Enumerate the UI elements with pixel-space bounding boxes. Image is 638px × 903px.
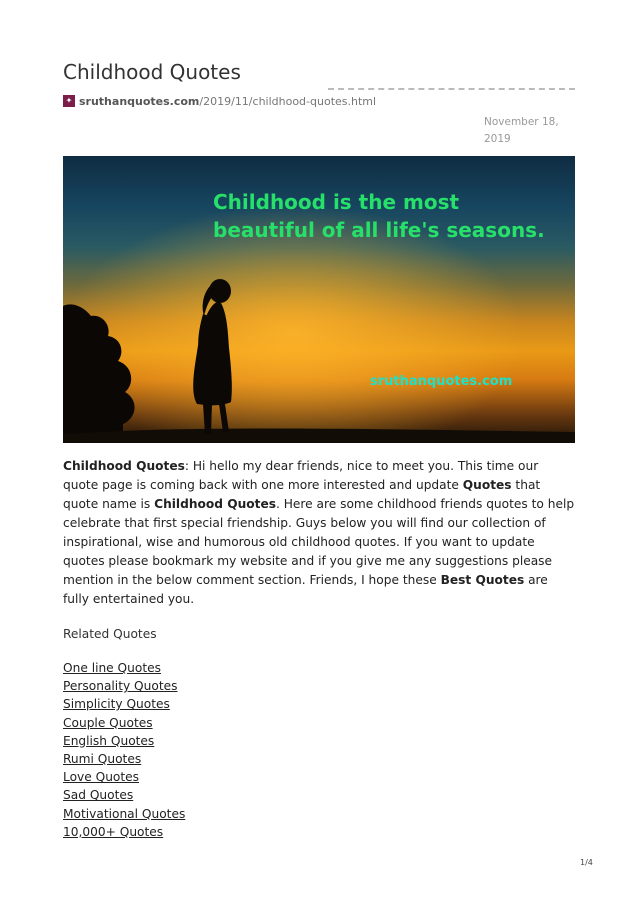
list-item [63,695,185,713]
source-path[interactable]: /2019/11/childhood-quotes.html [199,94,377,108]
related-link-personality[interactable]: Personality Quotes [63,679,178,694]
related-link-simplicity[interactable]: Simplicity Quotes [63,697,170,712]
list-item [63,677,185,695]
list-item [63,768,185,786]
article-text: . Here are some childhood friends quotes to help celebrate that first special friendship. Guys below you will find our collection of inspirational, wise and humorous old childhood quotes. If you want to update quotes please bookmark my website and if you give me any suggestions please mention in the below comment section. Friends, I hope these [63,497,575,587]
list-item [63,823,185,841]
article-keyword: Quotes [462,478,512,492]
list-item [63,805,185,823]
page-number: 1/4 [580,858,593,867]
list-item [63,732,185,750]
related-link-rumi[interactable]: Rumi Quotes [63,751,142,766]
related-link-english[interactable]: English Quotes [63,733,155,748]
related-link-motivational[interactable]: Motivational Quotes [63,806,186,821]
list-item [63,750,185,768]
list-item [63,786,185,804]
hero-image [63,156,575,443]
source-domain[interactable]: sruthanquotes.com [79,94,200,108]
publish-date [484,114,564,148]
article-text: : Hi hello my dear friends, nice to meet you. This time our quote page is coming back with one more interested and update [63,459,539,492]
hero-quote-line1: Childhood is the most [213,190,460,214]
hero-watermark: sruthanquotes.com [370,374,513,389]
header-divider [328,88,575,90]
related-link-couple[interactable]: Couple Quotes [63,715,153,730]
related-links [63,659,185,841]
publish-date-line2: 2019 [484,133,511,145]
related-link-love[interactable]: Love Quotes [63,770,140,785]
source-url[interactable] [63,93,575,109]
hero-quote [213,188,553,244]
article-text: are fully entertained you. [63,573,548,606]
article-keyword: Childhood Quotes [154,497,276,511]
article-keyword: Best Quotes [440,573,525,587]
article-text: that quote name is [63,478,541,511]
publish-date-line1: November 18, [484,116,559,128]
list-item [63,714,185,732]
related-heading: Related Quotes [63,627,157,641]
list-item [63,659,185,677]
related-link-one-line[interactable]: One line Quotes [63,661,161,675]
hero-quote-line2: beautiful of all life's seasons. [213,218,545,242]
bookmark-icon: ✦ [63,95,75,107]
article-paragraph [63,457,575,609]
related-link-10000[interactable]: 10,000+ Quotes [63,824,164,839]
page-title: Childhood Quotes [63,60,241,84]
article-keyword: Childhood Quotes [63,459,185,473]
related-link-sad[interactable]: Sad Quotes [63,788,134,803]
